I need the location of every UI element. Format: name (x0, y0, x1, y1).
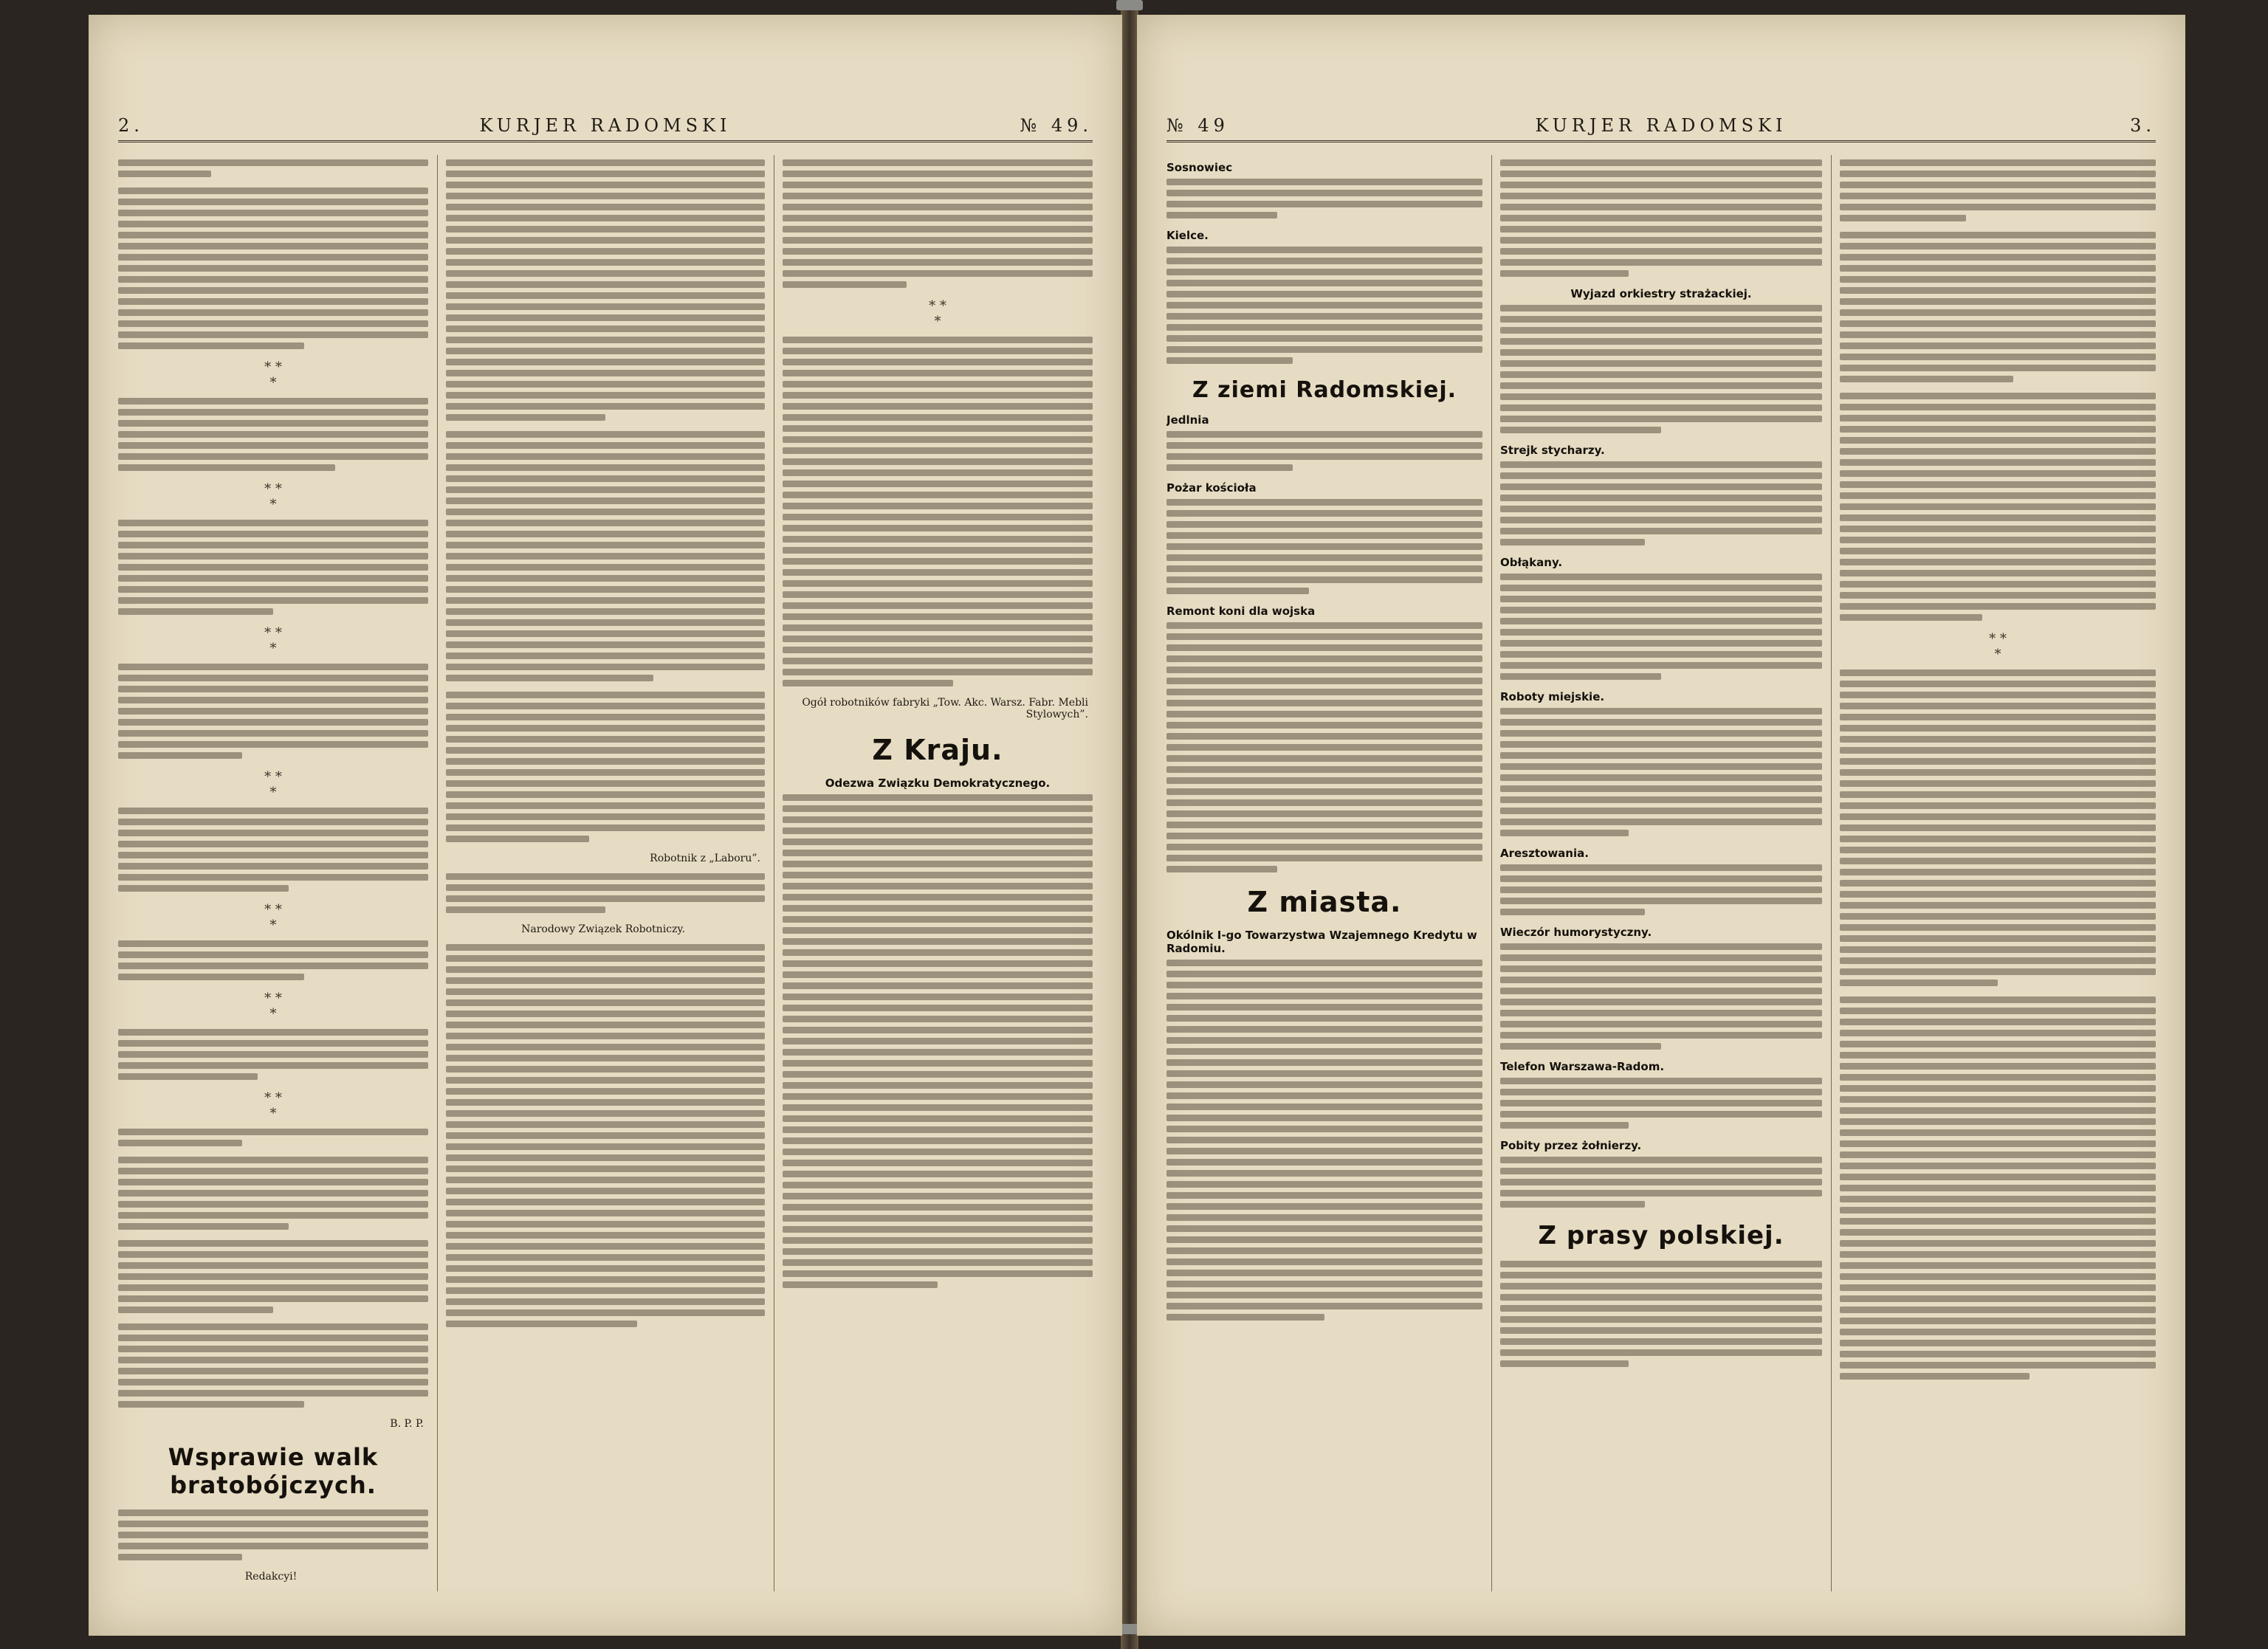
issue-number: № 49. (1020, 115, 1093, 136)
article-text (783, 794, 1093, 1288)
article-text (118, 1157, 428, 1230)
subheading-okolnik: Okólnik I-go Towarzystwa Wzajemnego Kredytu w Radomiu. (1166, 929, 1477, 955)
subheading-kielce: Kielce. (1166, 229, 1209, 242)
column-rule (1491, 155, 1492, 1591)
article-text (446, 692, 765, 842)
article-text (1166, 622, 1482, 872)
article-text (1840, 669, 2156, 986)
article-text (1166, 431, 1482, 471)
headline-ziemi: Z ziemi Radomskiej. (1192, 377, 1457, 403)
article-text (1166, 179, 1482, 218)
page-header-left (118, 111, 1093, 142)
column-2 (446, 155, 765, 1591)
column-3 (1840, 155, 2156, 1591)
article-text (1500, 1261, 1822, 1367)
signature: Narodowy Związek Robotniczy. (521, 923, 685, 935)
subheading-pozar: Pożar kościoła (1166, 481, 1257, 495)
article-text (118, 664, 428, 759)
column-rule (437, 155, 438, 1591)
page-number: 2. (118, 115, 144, 136)
separator-stars: * * * (264, 769, 282, 800)
article-text (118, 398, 428, 471)
masthead-title: KURJER RADOMSKI (479, 115, 732, 136)
separator-stars: * * * (264, 625, 282, 656)
article-text (1840, 232, 2156, 382)
page-header-right (1166, 111, 2156, 142)
article-text (1840, 159, 2156, 221)
headline-kraju: Z Kraju. (872, 734, 1003, 766)
article-text (1500, 159, 1822, 277)
article-text (118, 1240, 428, 1313)
subheading-aresztowania: Aresztowania. (1500, 847, 1589, 860)
subheading-telefon: Telefon Warszawa-Radom. (1500, 1060, 1665, 1073)
column-2 (1500, 155, 1822, 1591)
separator-stars: * * * (264, 902, 282, 933)
article-text (1840, 393, 2156, 621)
article-text (1166, 499, 1482, 594)
article-text (446, 944, 765, 1327)
article-text (1840, 996, 2156, 1380)
article-text (1500, 461, 1822, 545)
article-text (1500, 1157, 1822, 1208)
separator-stars: * * * (264, 359, 282, 390)
article-text (1166, 960, 1482, 1321)
subheading-pobity: Pobity przez żołnierzy. (1500, 1139, 1642, 1152)
article-text (783, 159, 1093, 288)
signature: B. P. P. (390, 1418, 424, 1430)
article-text (1500, 574, 1822, 680)
article-text (446, 873, 765, 913)
separator-stars: * * * (1989, 631, 2007, 662)
subheading-wieczor: Wieczór humorystyczny. (1500, 926, 1652, 939)
issue-number: № 49 (1166, 115, 1229, 136)
newspaper-page-right (1137, 15, 2185, 1636)
article-text (118, 187, 428, 349)
article-text (118, 1509, 428, 1560)
book-spine (1121, 0, 1138, 1649)
article-text (446, 159, 765, 421)
article-text (1500, 708, 1822, 836)
column-rule (1831, 155, 1832, 1591)
article-text (118, 808, 428, 892)
article-text (1500, 305, 1822, 433)
staple-top (1116, 0, 1143, 10)
signature: Robotnik z „Laboru”. (650, 853, 760, 864)
headline-walki: Wsprawie walk bratobójczych. (168, 1443, 379, 1499)
article-text (118, 159, 428, 177)
article-text (118, 1029, 428, 1080)
article-text (446, 431, 765, 681)
masthead-title: KURJER RADOMSKI (1535, 115, 1787, 136)
subheading-odezwa: Odezwa Związku Demokratycznego. (825, 777, 1051, 790)
article-text (1500, 943, 1822, 1050)
page-number: 3. (2130, 115, 2156, 136)
subheading-roboty: Roboty miejskie. (1500, 690, 1605, 703)
signature: Ogół robotników fabryki „Tow. Akc. Warsz. Fabr. Mebli Stylowych”. (802, 697, 1088, 720)
article-text (1166, 247, 1482, 364)
column-1 (118, 155, 428, 1591)
separator-stars: * * * (264, 481, 282, 512)
article-text (1500, 864, 1822, 915)
subheading-oblakany: Obłąkany. (1500, 556, 1563, 569)
salutation: Redakcyi! (244, 1571, 298, 1583)
subheading-remont: Remont koni dla wojska (1166, 605, 1316, 618)
article-text (118, 940, 428, 980)
article-text (118, 1129, 428, 1146)
article-text (783, 337, 1093, 686)
subheading-wyjazd: Wyjazd orkiestry strażackiej. (1570, 287, 1752, 300)
headline-prasy: Z prasy polskiej. (1538, 1221, 1784, 1250)
article-text (118, 1323, 428, 1408)
subheading-jedlnia: Jedlnia (1166, 413, 1209, 427)
headline-miasta: Z miasta. (1247, 886, 1402, 918)
article-text (1500, 1078, 1822, 1129)
subheading-sosnowiec: Sosnowiec (1166, 161, 1233, 174)
article-text (118, 520, 428, 615)
separator-stars: * * * (264, 991, 282, 1022)
newspaper-page-left (89, 15, 1122, 1636)
column-3 (783, 155, 1093, 1591)
columns-left (118, 155, 1093, 1591)
subheading-strejk: Strejk stycharzy. (1500, 444, 1605, 457)
separator-stars: * * * (264, 1090, 282, 1121)
columns-right (1166, 155, 2156, 1591)
column-1 (1166, 155, 1482, 1591)
separator-stars: * * * (929, 298, 946, 329)
